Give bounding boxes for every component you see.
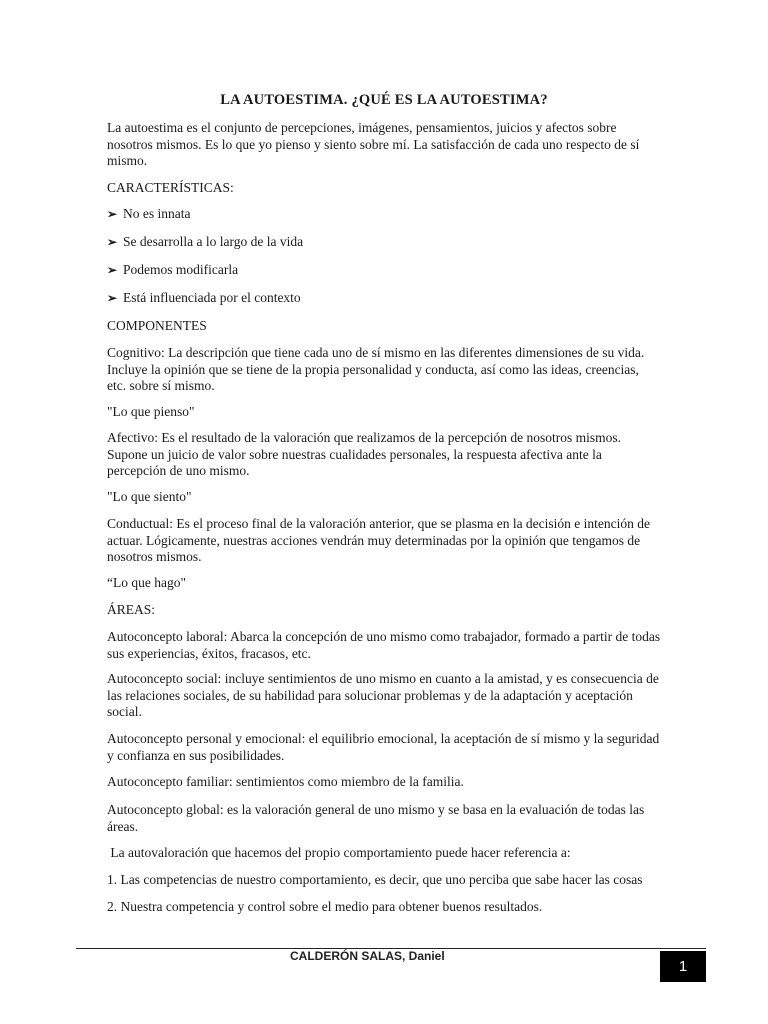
laboral-paragraph: Autoconcepto laboral: Abarca la concepción de uno mismo como trabajador, formado a partir de todas sus experiencias, éxitos, fracasos, etc. — [107, 629, 661, 661]
personal-paragraph: Autoconcepto personal y emocional: el equilibrio emocional, la aceptación de sí mismo y la seguridad y confianza en sus posibilidades. — [107, 731, 660, 763]
familiar-paragraph: Autoconcepto familiar: sentimientos como miembro de la familia. — [107, 774, 464, 789]
intro-paragraph: La autoestima es el conjunto de percepciones, imágenes, pensamientos, juicios y afectos sobre nosotros mismos. Es lo que yo pienso y siento sobre mí. La satisfacción de cada uno respecto de sí mismo. — [107, 120, 640, 168]
bullet-item — [107, 206, 661, 223]
bullet-item — [107, 262, 661, 279]
bullet-item — [107, 290, 661, 307]
point-2: 2. Nuestra competencia y control sobre el medio para obtener buenos resultados. — [107, 899, 543, 914]
page-number-badge — [660, 951, 706, 982]
cognitivo-paragraph: Cognitivo: La descripción que tiene cada uno de sí mismo en las diferentes dimensiones de su vida. Incluye la opinión que se tiene de la propia personalidad y conducta, así como las ideas, creencias, etc. sobre sí mismo. — [107, 345, 645, 393]
page-number: 1 — [678, 958, 688, 975]
quote-pienso: "Lo que pienso" — [107, 404, 195, 419]
arrow-bullet-icon: ➢ — [107, 235, 118, 249]
afectivo-paragraph: Afectivo: Es el resultado de la valoración que realizamos de la percepción de nosotros mismos. Supone un juicio de valor sobre nuestras cualidades personales, la respuesta afectiva ante la percepción de uno mismo. — [107, 430, 621, 478]
arrow-bullet-icon: ➢ — [107, 207, 118, 221]
page-title: LA AUTOESTIMA. ¿QUÉ ES LA AUTOESTIMA? — [220, 92, 548, 108]
areas-heading: ÁREAS: — [107, 602, 156, 617]
bullet-text: Está influenciada por el contexto — [123, 290, 301, 305]
bullet-text: Se desarrolla a lo largo de la vida — [123, 234, 304, 249]
arrow-bullet-icon: ➢ — [107, 291, 118, 305]
componentes-heading: COMPONENTES — [107, 318, 207, 333]
conductual-paragraph: Conductual: Es el proceso final de la valoración anterior, que se plasma en la decisión e intención de actuar. Lógicamente, nuestras acciones vendrán muy determinadas por la opinión que tengamos de nosotros mismos. — [107, 516, 651, 564]
quote-siento: "Lo que siento" — [107, 489, 192, 504]
footer-author: CALDERÓN SALAS, Daniel — [290, 949, 445, 963]
caracteristicas-heading: CARACTERÍSTICAS: — [107, 180, 234, 195]
quote-hago: “Lo que hago" — [107, 575, 186, 590]
bullet-text: Podemos modificarla — [123, 262, 239, 277]
point-1: 1. Las competencias de nuestro comportamiento, es decir, que uno perciba que sabe hacer las cosas — [107, 872, 643, 887]
arrow-bullet-icon: ➢ — [107, 263, 118, 277]
social-paragraph: Autoconcepto social: incluye sentimientos de uno mismo en cuanto a la amistad, y es consecuencia de las relaciones sociales, de su habilidad para solucionar problemas y de la adaptación y aceptación social. — [107, 671, 659, 719]
autovaloracion-paragraph: La autovaloración que hacemos del propio comportamiento puede hacer referencia a: — [107, 845, 571, 860]
bullet-item — [107, 234, 661, 251]
global-paragraph: Autoconcepto global: es la valoración general de uno mismo y se basa en la evaluación de todas las áreas. — [107, 802, 645, 834]
bullet-text: No es innata — [123, 206, 191, 221]
